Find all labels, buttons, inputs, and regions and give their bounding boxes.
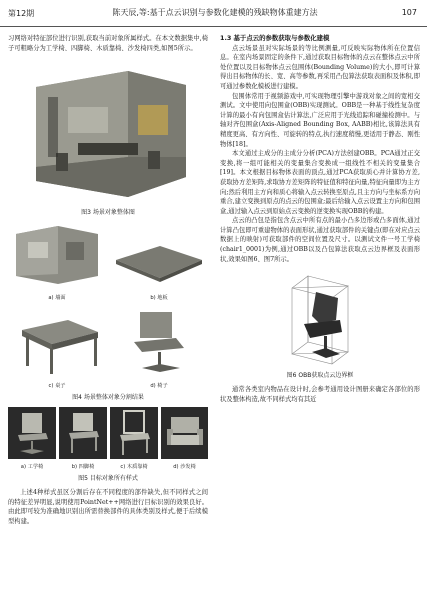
right-paragraph-5: 通常各类室内物品在设计时,会参考通用设计图册来确定各部位的形状及整体构造,故不同样式均有其近 [220, 386, 420, 403]
figure-5 [8, 407, 208, 471]
figure-5-caption: 图5 目标对象所有样式 [78, 475, 138, 483]
figure-3 [8, 57, 208, 205]
right-paragraph-4: 点云的凸包是指包含点云中所有点的最小凸多边形或凸多面体,通过计算凸包即可重建物体的表面形状,通过获取部件的关键点(即在对应点云数据上的映射)可获取部件的空间位置及尺寸。以测试文件一号工学椅(chair1_0001)为例,通过OBB以及凸包算法获取点云边界框及表面形状,效果如图6、图7所示。 [220, 217, 420, 263]
figure-4-sub-d: d) 椅子 [150, 383, 168, 390]
chair-style-wooden-image [110, 407, 158, 459]
figure-4-caption: 图4 场景整体对象分割结果 [72, 394, 144, 402]
figure-4-sub-c: c) 桌子 [48, 383, 66, 390]
obb-bounding-box-image [220, 268, 420, 368]
page-number: 107 [401, 8, 417, 17]
figure-5-sub-c: c) 木质靠椅 [120, 464, 148, 471]
segment-table-image [8, 304, 106, 378]
scene-overview-image [8, 57, 208, 205]
segment-floor-image [110, 220, 208, 290]
left-column [8, 34, 208, 527]
segment-chair-image [110, 304, 208, 378]
left-paragraph-top: 习网络对特征部位进行识别,获取当前对象所属样式。在本文数据集中,椅子可粗略分为工学椅、四脚椅、木质靠椅、沙发椅四类,如图5所示。 [8, 35, 208, 52]
chair-style-four-leg-image [59, 407, 107, 459]
figure-3-caption: 图3 场景对象整体图 [81, 209, 135, 217]
left-paragraph-bottom: 上述4种样式虽区分割后存在不同程度的部件缺失,但不同样式之间的特征差异明显,说明使用PointNet++网络进行目标识别的效果良好。由此即可较为准确地识别出所需替换部件的具体类别及样式,便于后续模型构建。 [8, 489, 208, 525]
figure-4 [8, 220, 208, 390]
figure-5-sub-d: d) 沙发椅 [173, 464, 196, 471]
running-title: 陈天辰,等:基于点云识别与参数化建模的残缺物体重建方法 [112, 8, 318, 17]
right-paragraph-3: 本文通过主成分的主成分分析(PCA)方法创建OBB。PCA通过正交变换,将一组可能相关的变量集合变换成一组线性不相关的变量集合[19]。本文根据目标物体表面的顶点,通过PCA获取质心并计算协方差,获取协方差矩阵,求取协方差矩阵的特征值和特征向量,特征向量即为主方向;然后利用主方向和质心将输入点云转换至原点,且主方向与坐标系方向重合,建立变换到原点的点云的包围盒;最后给输入点云设置主方向和包围盒,通过输入点云到原始点云变换的逆变换实现OBB的构建。 [220, 150, 420, 215]
right-paragraph-1: 点云场景虽对实际场景的等比例测量,可反映实际物体所在位置信息。在室内场景固定的条件下,通过获取目标物体的点云在整体点云中所处位置以及目标物体点云包围体(Bounding Volume)的大小,即可计算得出目标物体的长、宽、高等参数,再采用凸包算法获取表面积及体积,即可通过参数化模板进行建模。 [220, 44, 420, 90]
right-column [220, 34, 420, 404]
figure-6 [220, 268, 420, 368]
chair-style-ergonomic-image [8, 407, 56, 459]
segment-wall-image [8, 220, 106, 290]
issue-number: 第12期 [8, 9, 35, 18]
right-paragraph-2: 包围体常用于视频游戏中,可实现物理引擎中游戏对象之间的宽相交测试。文中使用向包围盒(OBB)实现测试。OBB是一种基于线性复杂度计算的最小有向包围盒估计算法,广泛应用于光线追踪和碰撞检测中。与轴对齐包围盒(Axis-Aligned Bounding Box, AABB)相比,该算法具有精度更高、有方向性、可旋转的特点,执行速度稍慢,更适用于静态、刚性物体[18]。 [220, 92, 420, 148]
figure-4-sub-b: b) 地板 [150, 295, 168, 302]
section-title: 1.3 基于点云的参数获取与参数化建模 [220, 34, 330, 42]
figure-5-sub-a: a) 工学椅 [20, 464, 44, 471]
figure-4-sub-a: a) 墙面 [48, 295, 66, 302]
chair-style-sofa-image [161, 407, 208, 459]
page-header [0, 0, 427, 27]
figure-6-caption: 图6 OBB获取点云边界框 [286, 372, 354, 380]
figure-5-sub-b: b) 四脚椅 [71, 464, 95, 471]
